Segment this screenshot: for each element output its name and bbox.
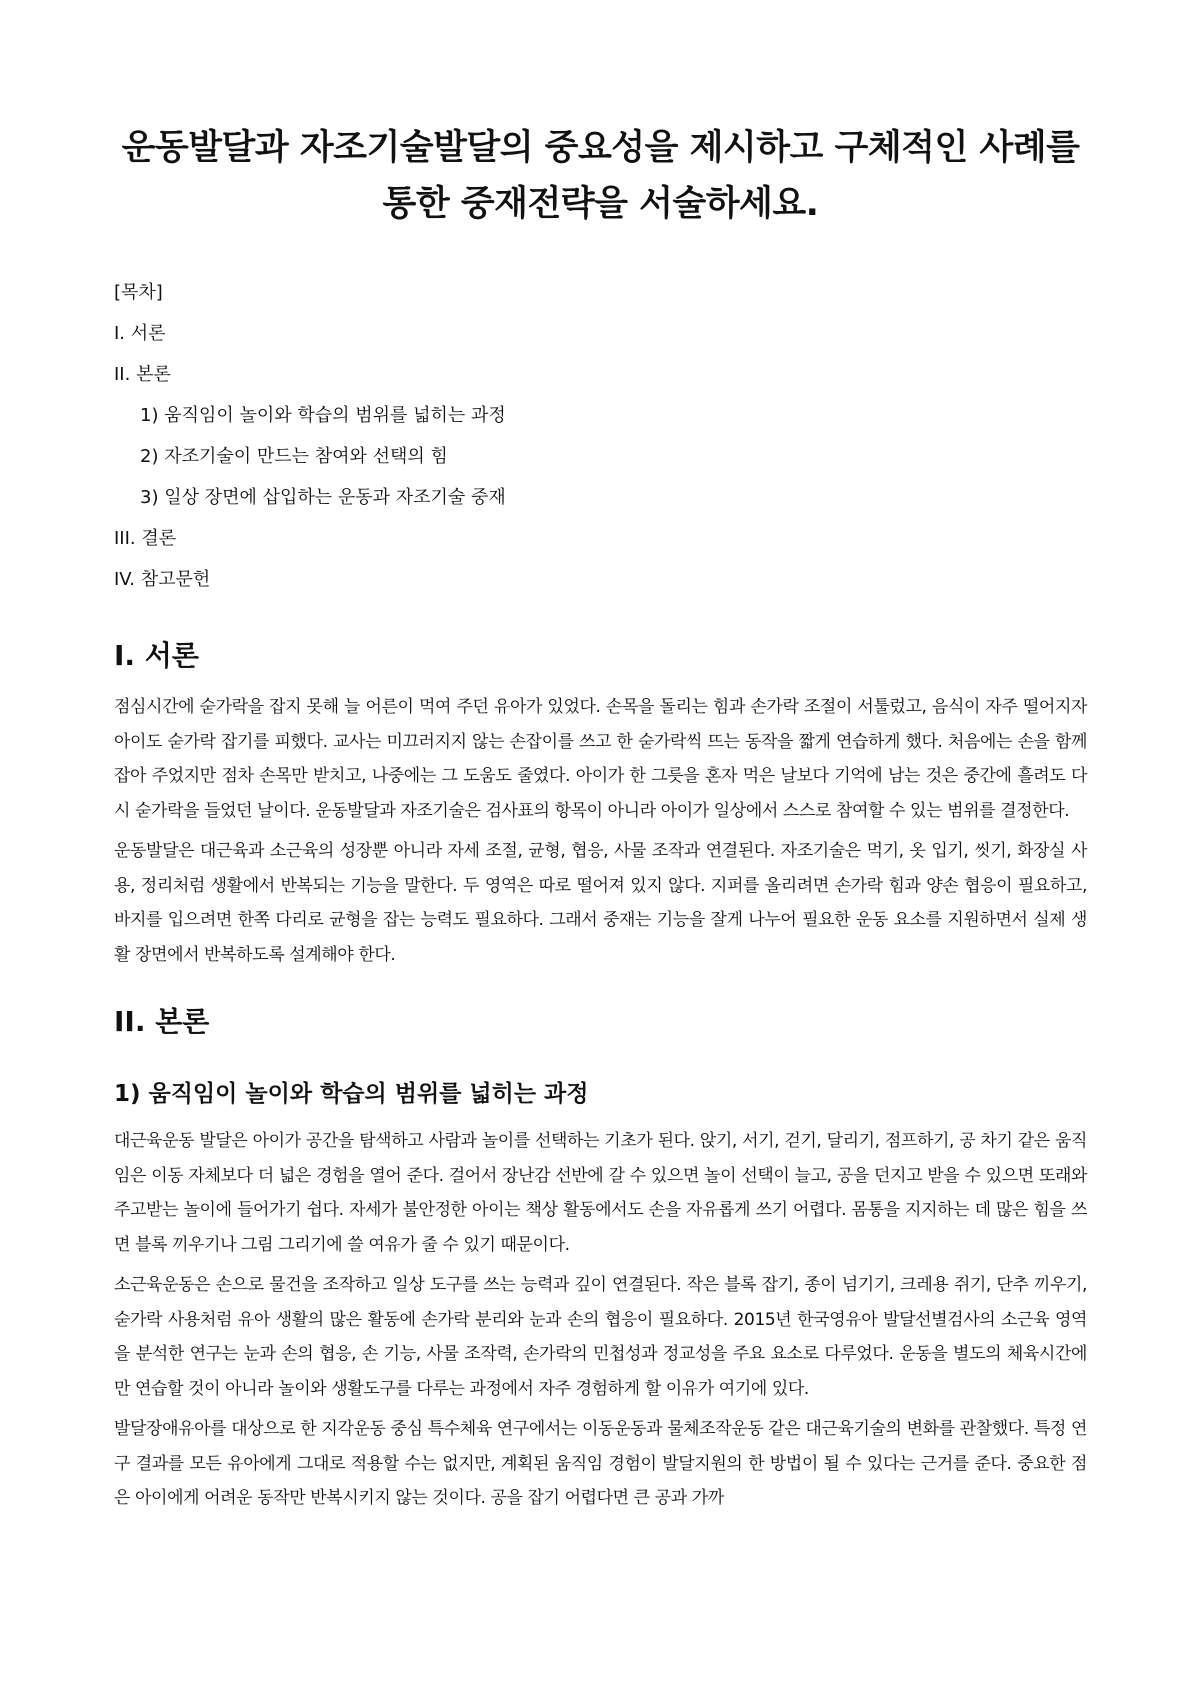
- toc-item-body-3: 3) 일상 장면에 삽입하는 운동과 자조기술 중재: [140, 487, 506, 508]
- subsection-1-heading: 1) 움직임이 놀이와 학습의 범위를 넓히는 과정: [114, 1081, 589, 1107]
- toc-item-body: II. 본론: [114, 364, 171, 385]
- toc-item-body-2: 2) 자조기술이 만드는 참여와 선택의 힘: [140, 446, 448, 467]
- intro-paragraph: 점심시간에 숟가락을 잡지 못해 늘 어른이 먹여 주던 유아가 있었다. 손목을 돌리는 힘과 손가락 조절이 서툴렀고, 음식이 자주 떨어지자 아이도 숟가락 잡기를 피했다. 교사는 미끄러지지 않는 손잡이를 쓰고 한 숟가락씩 뜨는 동작을 짧게 연습하게 했다. 처음에는 손을 함께 잡아 주었지만 점차 손목만 받치고, 나중에는 그 도움도 줄였다. 아이가 한 그릇을 혼자 먹은 날보다 기억에 남는 것은 중간에 흘려도 다시 숟가락을 들었던 날이다. 운동발달과 자조기술은 검사표의 항목이 아니라 아이가 일상에서 스스로 참여할 수 있는 범위를 결정한다.: [114, 697, 1087, 821]
- table-of-contents: [114, 272, 1087, 600]
- toc-item-body-1: 1) 움직임이 놀이와 학습의 범위를 넓히는 과정: [140, 405, 506, 426]
- toc-item-intro: I. 서론: [114, 323, 166, 344]
- toc-item-references: IV. 참고문헌: [114, 569, 211, 590]
- subsection-1-paragraph: 소근육운동은 손으로 물건을 조작하고 일상 도구를 쓰는 능력과 깊이 연결된다. 작은 블록 잡기, 종이 넘기기, 크레용 쥐기, 단추 끼우기, 숟가락 사용처럼 유아 생활의 많은 활동에 손가락 분리와 눈과 손의 협응이 필요하다. 2015년 한국영유아 발달선별검사의 소근육 영역을 분석한 연구는 눈과 손의 협응, 손 기능, 사물 조작력, 손가락의 민첩성과 정교성을 주요 요소로 다루었다. 운동을 별도의 체육시간에만 연습할 것이 아니라 놀이와 생활도구를 다루는 과정에서 자주 경험하게 할 이유가 여기에 있다.: [114, 1275, 1087, 1399]
- intro-paragraph: 운동발달은 대근육과 소근육의 성장뿐 아니라 자세 조절, 균형, 협응, 사물 조작과 연결된다. 자조기술은 먹기, 옷 입기, 씻기, 화장실 사용, 정리처럼 생활에서 반복되는 기능을 말한다. 두 영역은 따로 떨어져 있지 않다. 지퍼를 올리려면 손가락 힘과 양손 협응이 필요하고, 바지를 입으려면 한쪽 다리로 균형을 잡는 능력도 필요하다. 그래서 중재는 기능을 잘게 나누어 필요한 운동 요소를 지원하면서 실제 생활 장면에서 반복하도록 설계해야 한다.: [114, 841, 1087, 965]
- subsection-1-paragraph: 대근육운동 발달은 아이가 공간을 탐색하고 사람과 놀이를 선택하는 기초가 된다. 앉기, 서기, 걷기, 달리기, 점프하기, 공 차기 같은 움직임은 이동 자체보다 더 넓은 경험을 열어 준다. 걸어서 장난감 선반에 갈 수 있으면 놀이 선택이 늘고, 공을 던지고 받을 수 있으면 또래와 주고받는 놀이에 들어가기 쉽다. 자세가 불안정한 아이는 책상 활동에서도 손을 자유롭게 쓰기 어렵다. 몸통을 지지하는 데 많은 힘을 쓰면 블록 끼우기나 그림 그리기에 쓸 여유가 줄 수 있기 때문이다.: [114, 1131, 1087, 1255]
- document-title: 운동발달과 자조기술발달의 중요성을 제시하고 구체적인 사례를 통한 중재전략을 서술하세요.: [121, 128, 1080, 224]
- body-heading: II. 본론: [114, 1005, 210, 1038]
- toc-item-conclusion: III. 결론: [114, 528, 177, 549]
- subsection-1-paragraph: 발달장애유아를 대상으로 한 지각운동 중심 특수체육 연구에서는 이동운동과 물체조작운동 같은 대근육기술의 변화를 관찰했다. 특정 연구 결과를 모든 유아에게 그대로 적용할 수는 없지만, 계획된 움직임 경험이 발달지원의 한 방법이 될 수 있다는 근거를 준다. 중요한 점은 아이에게 어려운 동작만 반복시키지 않는 것이다. 공을 잡기 어렵다면 큰 공과 가까: [114, 1419, 1087, 1508]
- intro-heading: I. 서론: [114, 639, 199, 672]
- toc-header: [목차]: [114, 282, 163, 303]
